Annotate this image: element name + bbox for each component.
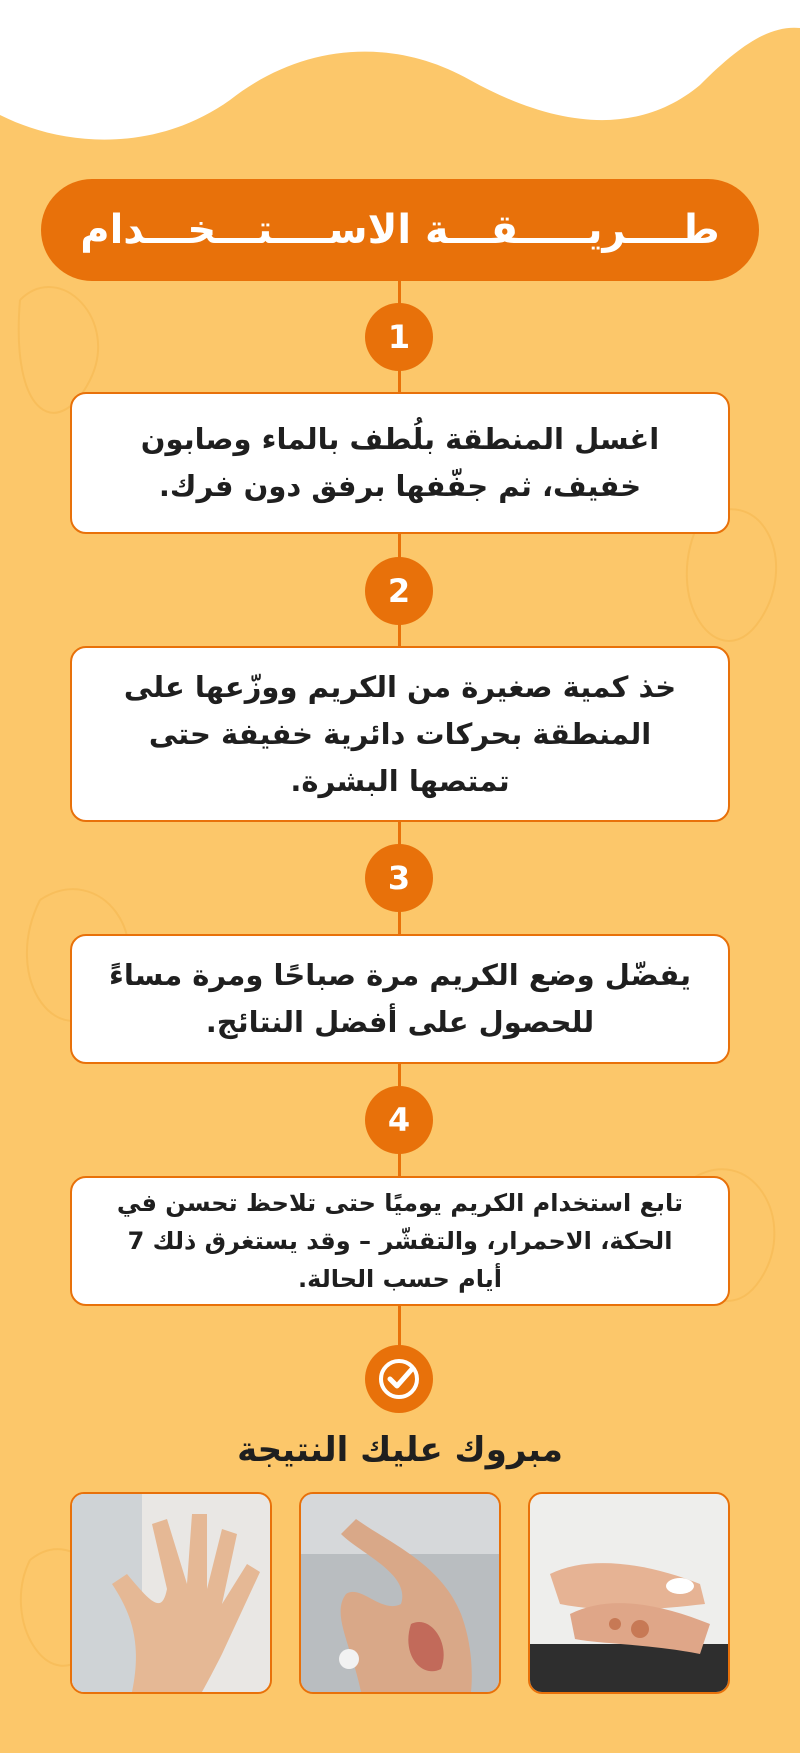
step-card: يفضّل وضع الكريم مرة صباحًا ومرة مساءً للحصول على أفضل النتائج. bbox=[70, 934, 730, 1064]
check-icon bbox=[365, 1345, 433, 1413]
connector-line bbox=[398, 1306, 401, 1348]
result-photo-cream-application bbox=[528, 1492, 730, 1694]
step-number-badge: 3 bbox=[365, 844, 433, 912]
step-number-badge: 2 bbox=[365, 557, 433, 625]
result-photo-affected-hand bbox=[299, 1492, 501, 1694]
step-number-badge: 4 bbox=[365, 1086, 433, 1154]
page-title: طــــريـــــقـــة الاســــتـــخـــدام bbox=[41, 179, 759, 281]
step-card: اغسل المنطقة بلُطف بالماء وصابون خفيف، ثم جفّفها برفق دون فرك. bbox=[70, 392, 730, 534]
step-card: تابع استخدام الكريم يوميًا حتى تلاحظ تحسن في الحكة، الاحمرار، والتقشّر – وقد يستغرق ذلك 7 أيام حسب الحالة. bbox=[70, 1176, 730, 1306]
step-number-badge: 1 bbox=[365, 303, 433, 371]
result-photo-healed-hand bbox=[70, 1492, 272, 1694]
result-title: مبروك عليك النتيجة bbox=[237, 1430, 563, 1470]
step-card: خذ كمية صغيرة من الكريم ووزّعها على المنطقة بحركات دائرية خفيفة حتى تمتصها البشرة. bbox=[70, 646, 730, 822]
